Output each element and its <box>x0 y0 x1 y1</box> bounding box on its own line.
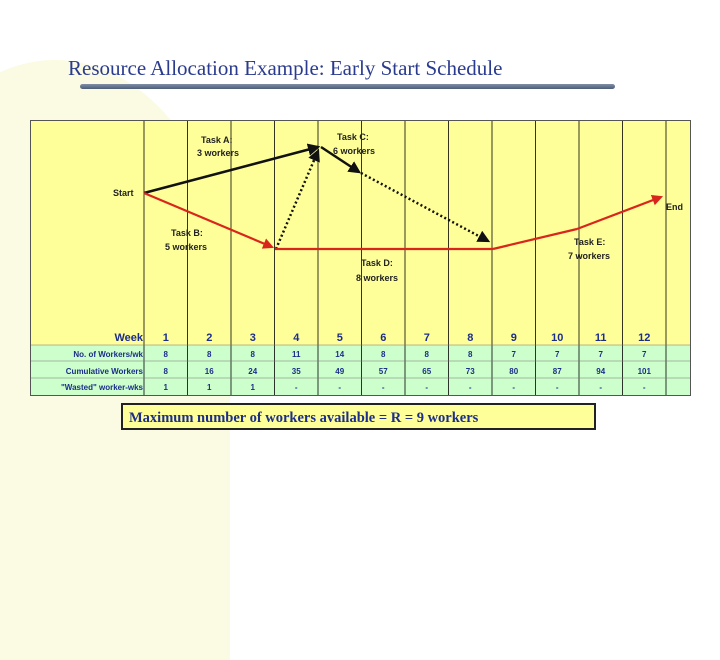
table-cell: - <box>555 383 559 392</box>
week-number: 3 <box>249 332 256 344</box>
table-cell: 8 <box>250 350 255 359</box>
row-label-wasted: "Wasted" worker-wks <box>61 383 143 392</box>
week-number: 9 <box>510 332 517 344</box>
task-d-workers: 8 workers <box>356 273 399 283</box>
start-label: Start <box>113 188 134 198</box>
table-cell: 1 <box>207 383 212 392</box>
table-cell: 16 <box>204 367 214 376</box>
week-number: 11 <box>594 332 607 344</box>
table-cell: 94 <box>596 367 606 376</box>
end-label: End <box>666 202 683 212</box>
table-cell: 8 <box>163 367 168 376</box>
week-number: 7 <box>423 332 430 344</box>
table-cell: 49 <box>335 367 345 376</box>
task-c-name: Task C: <box>337 132 369 142</box>
task-e-name: Task E: <box>574 237 606 247</box>
table-cell: 8 <box>207 350 212 359</box>
task-d-name: Task D: <box>361 258 393 268</box>
table-cell: 24 <box>248 367 258 376</box>
week-number: 2 <box>206 332 213 344</box>
week-number: 5 <box>336 332 343 344</box>
week-number: 1 <box>162 332 169 344</box>
table-cell: 8 <box>424 350 429 359</box>
table-cell: 8 <box>381 350 386 359</box>
table-cell: 65 <box>422 367 432 376</box>
week-number: 6 <box>380 332 387 344</box>
table-cell: 73 <box>465 367 475 376</box>
task-a-workers: 3 workers <box>197 148 240 158</box>
arrow-b-to-c <box>276 151 318 249</box>
table-cell: 80 <box>509 367 519 376</box>
max-workers-note: Maximum number of workers available = R = 9 workers <box>121 403 596 430</box>
week-number: 8 <box>467 332 474 344</box>
row-label-cumulative: Cumulative Workers <box>65 367 143 376</box>
table-cell: 7 <box>598 350 603 359</box>
arrow-e-to-end <box>577 197 661 229</box>
task-b-workers: 5 workers <box>165 242 208 252</box>
row-label-workers: No. of Workers/wk <box>73 350 143 359</box>
task-a-name: Task A: <box>201 135 233 145</box>
table-cell: 8 <box>163 350 168 359</box>
table-cell: - <box>381 383 385 392</box>
task-e-workers: 7 workers <box>568 251 611 261</box>
week-numbers <box>163 332 651 344</box>
week-number: 12 <box>638 332 651 344</box>
title-underline <box>80 84 615 89</box>
table-cell: 8 <box>468 350 473 359</box>
table-cell: 101 <box>637 367 651 376</box>
table-cell: - <box>599 383 603 392</box>
week-number: 10 <box>551 332 564 344</box>
task-b-name: Task B: <box>171 228 203 238</box>
arrow-d-to-e <box>493 229 577 249</box>
week-number: 4 <box>293 332 300 344</box>
table-cell: 7 <box>555 350 560 359</box>
table-cell: 1 <box>250 383 255 392</box>
table-cell: - <box>294 383 298 392</box>
table-cell: 57 <box>378 367 388 376</box>
task-c-workers: 6 workers <box>333 146 376 156</box>
table-cell: - <box>425 383 429 392</box>
table-cell: 1 <box>163 383 168 392</box>
table-cell: 11 <box>292 350 301 359</box>
table-cell: 14 <box>335 350 345 359</box>
table-cell: - <box>642 383 646 392</box>
table-cell: 7 <box>642 350 647 359</box>
table-cell: 35 <box>291 367 301 376</box>
table-cell: - <box>512 383 516 392</box>
table-cell: - <box>338 383 342 392</box>
table-cell: - <box>468 383 472 392</box>
schedule-svg <box>31 121 690 395</box>
week-heading: Week <box>114 332 143 344</box>
arrow-start-to-b <box>144 193 272 247</box>
table-cell: 87 <box>552 367 562 376</box>
table-cell: 7 <box>511 350 516 359</box>
slide-title: Resource Allocation Example: Early Start Schedule <box>68 56 503 80</box>
schedule-diagram <box>30 120 691 396</box>
arrow-c-to-d <box>361 173 488 241</box>
